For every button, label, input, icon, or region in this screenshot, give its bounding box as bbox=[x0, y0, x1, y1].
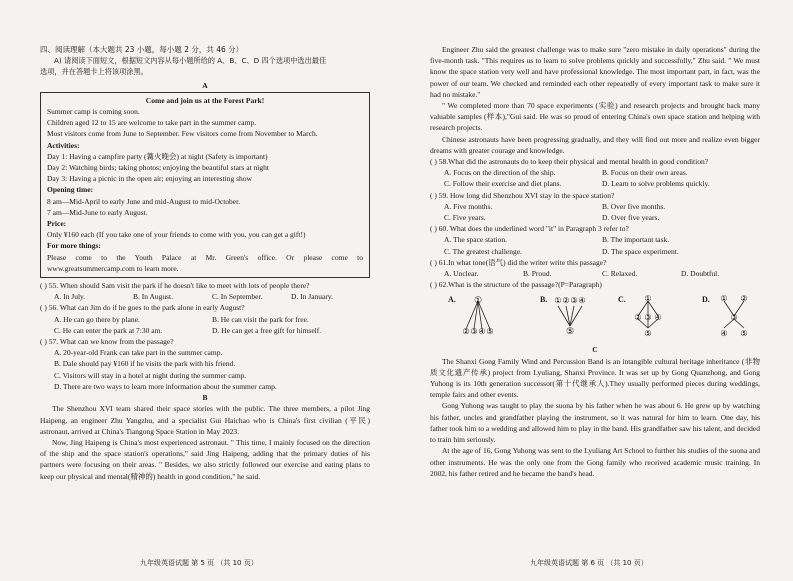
option-d[interactable]: D. He can get a free gift for himself. bbox=[212, 325, 322, 335]
section-heading: 四、阅读理解（本大题共 23 小题，每小题 2 分，共 46 分） bbox=[40, 45, 244, 54]
question-60-options bbox=[444, 234, 760, 256]
passage-b-paragraph: Chinese astronauts have been progressing gradually, and they will find out more and realize even bigger dreams with greater courage and knowledge. bbox=[430, 134, 760, 155]
question-57-stem: ( ) 57. What can we know from the passage? bbox=[40, 337, 174, 347]
node-5: ⑤ bbox=[565, 326, 575, 337]
option-b[interactable]: B. Focus on their own areas. bbox=[602, 168, 688, 178]
passage-a-line: www.greatsummercamp.com to learn more. bbox=[47, 263, 179, 273]
question-61-options bbox=[444, 268, 760, 279]
node-3: ③ bbox=[730, 313, 738, 323]
option-c[interactable]: C. The greatest challenge. bbox=[444, 246, 522, 256]
node-5: ⑤ bbox=[740, 329, 748, 339]
option-a[interactable]: A. The space station. bbox=[444, 235, 507, 245]
passage-a-line: Please come to the Youth Palace at Mr. Green's office. Or please come to bbox=[47, 252, 363, 262]
passage-a-line: 7 am—Mid-June to early August. bbox=[47, 207, 148, 217]
option-a[interactable]: A. Unclear. bbox=[444, 269, 479, 279]
passage-c-paragraph: At the age of 16, Gong Yuhong was sent to the Lyuliang Art School to further his studies of the suona and other instruments. He was the only one from the Gong family who received academic music training. In 2002, his father retired and he became the band's head. bbox=[430, 446, 760, 478]
question-55-stem: ( ) 55. When should Sam visit the park if he doesn't like to meet with lots of people there? bbox=[40, 281, 310, 291]
passage-b-paragraph: Now, Jing Haipeng is China's most experienced astronaut. " This time, I mainly focused on the direction of the ship and the space station's operations," said Jing Haipeng, adding that the primary duties of his partners were focusing on their areas. " Besides, we also strictly followed our exercise and eating plans to keep our physical and mental(精神的) health in good condition," he said. bbox=[40, 437, 370, 481]
diagram-d bbox=[712, 292, 762, 340]
question-59-stem: ( ) 59. How long did Shenzhou XVI stay in the space station? bbox=[430, 190, 615, 200]
diagram-a-label[interactable]: A. bbox=[448, 295, 456, 305]
diagram-b-label[interactable]: B. bbox=[540, 295, 548, 305]
question-57-options bbox=[54, 347, 370, 392]
passage-a-heading: Price: bbox=[47, 219, 67, 229]
node-1: ① bbox=[554, 296, 562, 306]
question-56-stem: ( ) 56. What can Jim do if he goes to the park alone in early August? bbox=[40, 303, 245, 313]
option-c[interactable]: C. Visitors will stay in a hotel at night during the summer camp. bbox=[54, 370, 247, 380]
option-b[interactable]: B. Dale should pay ¥160 if he visits the park with his friend. bbox=[54, 359, 236, 369]
passage-b-paragraph: The Shenzhou XVI team shared their space stories with the public. The three members, a pilot Jing Haipeng, an engineer Zhu Yangzhu, and a specialist Gui Haichao who is China's first civilian (平民) astronaut, arrived at China's Tiangong Space Station in May 2023. bbox=[40, 404, 370, 436]
passage-a-line: Day 1: Having a campfire party (篝火晚会) at night (Safety is important) bbox=[47, 151, 268, 161]
option-a[interactable]: A. Focus on the direction of the ship. bbox=[444, 168, 556, 178]
instruction-line-2: 选项，并在答题卡上将该项涂黑。 bbox=[40, 67, 148, 77]
left-page bbox=[40, 0, 370, 482]
diagram-a bbox=[460, 292, 510, 340]
passage-c-paragraph: Gong Yuhong was taught to play the suona by his father when he was about 6. He grew up by watching his father, uncles and grandfather playing the instrument, so it was natural for him to learn. One day, his father took him to a wedding and allowed him to play in the band. His grandfather saw his talent, and decided to train him seriously. bbox=[430, 401, 760, 445]
passage-b-paragraph: " We completed more than 70 space experiments (实验) and research projects and brought back many valuable samples (样本),"Gui said. He was so proud of entering China's own space station and helping with research projects. bbox=[430, 101, 760, 133]
passage-a-line: Day 3: Having a picnic in the open air; enjoying an interesting show bbox=[47, 174, 252, 184]
passage-a-heading: Activities: bbox=[47, 140, 80, 150]
node-2: ② bbox=[562, 296, 570, 306]
passage-a-line: Children aged 12 to 15 are welcome to take part in the summer camp. bbox=[47, 118, 257, 128]
passage-c-paragraph: The Shanxi Gong Family Wind and Percussion Band is an intangible cultural heritage inheritance (非物质文化遗产传承) project from Lyuliang, Shanxi Province. It was set up by Gong Quanzhong, and Gong Yuhong is its 10th generation successor(第十代继承人).They usually performed pieces during weddings, temple fairs and other events. bbox=[430, 356, 760, 400]
right-page-footer: 九年级英语试题 第 6 页 （共 10 页） bbox=[530, 559, 648, 567]
left-page-footer: 九年级英语试题 第 5 页 （共 10 页） bbox=[140, 559, 258, 567]
option-a[interactable]: A. In July. bbox=[54, 292, 86, 302]
option-b[interactable]: B. In August. bbox=[133, 292, 174, 302]
option-d[interactable]: D. There are two ways to learn more information about the summer camp. bbox=[54, 381, 277, 391]
node-4: ④ bbox=[478, 327, 486, 337]
option-a[interactable]: A. He can go there by plane. bbox=[54, 314, 140, 324]
node-1: ① bbox=[720, 294, 728, 304]
question-62-stem: ( ) 62.What is the structure of the passage?(P=Paragraph) bbox=[430, 280, 602, 290]
instruction-line-1: A) 请阅读下面短文，根据短文内容从每小题所给的 A、B、C、D 四个选项中选出最佳 bbox=[54, 56, 327, 66]
passage-a-title: Come and join us at the Forest Park! bbox=[145, 95, 265, 105]
option-d[interactable]: D. Over five years. bbox=[602, 213, 660, 223]
node-1: ① bbox=[473, 295, 483, 306]
node-2: ② bbox=[462, 327, 470, 337]
option-c[interactable]: C. Five years. bbox=[444, 213, 486, 223]
passage-a-box bbox=[40, 92, 370, 278]
node-3: ③ bbox=[470, 327, 478, 337]
diagram-c bbox=[628, 292, 678, 340]
node-5: ⑤ bbox=[644, 329, 652, 339]
option-d[interactable]: D. In January. bbox=[291, 292, 334, 302]
option-b[interactable]: B. He can visit the park for free. bbox=[212, 314, 309, 324]
option-c[interactable]: C. He can enter the park at 7:30 am. bbox=[54, 325, 163, 335]
question-60-stem: ( ) 60. What does the underlined word "it" in Paragraph 3 refer to? bbox=[430, 224, 629, 234]
node-5: ⑤ bbox=[486, 327, 494, 337]
option-a[interactable]: A. 20-year-old Frank can take part in the summer camp. bbox=[54, 348, 223, 358]
option-c[interactable]: C. In September. bbox=[212, 292, 263, 302]
passage-c-letter: C bbox=[592, 345, 598, 355]
diagram-b bbox=[550, 292, 600, 340]
passage-a-heading: Opening time: bbox=[47, 185, 94, 195]
passage-a-line: Summer camp is coming soon. bbox=[47, 107, 140, 117]
passage-a-line: 8 am—Mid-April to early June and mid-August to mid-October. bbox=[47, 196, 241, 206]
node-4: ④ bbox=[578, 296, 586, 306]
passage-a-heading: For more things: bbox=[47, 241, 101, 251]
option-a[interactable]: A. Five months. bbox=[444, 201, 493, 211]
passage-a-letter: A bbox=[202, 80, 208, 90]
question-58-options bbox=[444, 167, 760, 189]
node-4: ④ bbox=[720, 329, 728, 339]
option-c[interactable]: C. Follow their exercise and diet plans. bbox=[444, 179, 562, 189]
right-page bbox=[430, 44, 760, 479]
passage-a-line: Only ¥160 each (If you take one of your friends to come with you, you can get a gift!) bbox=[47, 230, 306, 240]
node-2: ② bbox=[740, 294, 748, 304]
structure-diagrams bbox=[430, 292, 760, 340]
question-55-options bbox=[54, 291, 370, 302]
question-59-options bbox=[444, 201, 760, 223]
passage-a-line: Most visitors come from June to September. Few visitors come from November to March. bbox=[47, 129, 318, 139]
node-2: ② bbox=[634, 313, 642, 323]
option-d[interactable]: D. The space experiment. bbox=[602, 246, 679, 256]
option-c[interactable]: C. Relaxed. bbox=[602, 269, 638, 279]
question-61-stem: ( ) 61.In what tone(语气) did the writer write this passage? bbox=[430, 257, 607, 267]
diagram-d-label[interactable]: D. bbox=[702, 295, 710, 305]
node-3: ③ bbox=[644, 313, 652, 323]
diagram-c-label[interactable]: C. bbox=[618, 295, 626, 305]
option-d[interactable]: D. Doubtful. bbox=[681, 269, 720, 279]
option-d[interactable]: D. Learn to solve problems quickly. bbox=[602, 179, 710, 189]
question-58-stem: ( ) 58.What did the astronauts do to keep their physical and mental health in good condition? bbox=[430, 157, 709, 167]
passage-b-paragraph: Engineer Zhu said the greatest challenge was to make sure "zero mistake in daily operations" during the five-month task. "This requires us to learn to solve problems quickly and successfully," Zhu said. " We must know the space station very well and have professional knowledge. The most important part, in fact, was the power of our team. We checked and reminded each other repeatedly of every important task to make sure it had no mistake." bbox=[430, 45, 760, 99]
passage-b-letter: B bbox=[202, 393, 208, 403]
node-3: ③ bbox=[570, 296, 578, 306]
option-b[interactable]: B. Over five months. bbox=[602, 201, 666, 211]
passage-a-line: Day 2: Watching birds; taking photos; enjoying the beautiful stars at night bbox=[47, 163, 269, 173]
node-1: ① bbox=[644, 294, 652, 304]
node-4: ④ bbox=[654, 313, 662, 323]
option-b[interactable]: B. The important task. bbox=[602, 235, 670, 245]
question-56-options bbox=[54, 314, 370, 336]
option-b[interactable]: B. Proud. bbox=[523, 269, 552, 279]
